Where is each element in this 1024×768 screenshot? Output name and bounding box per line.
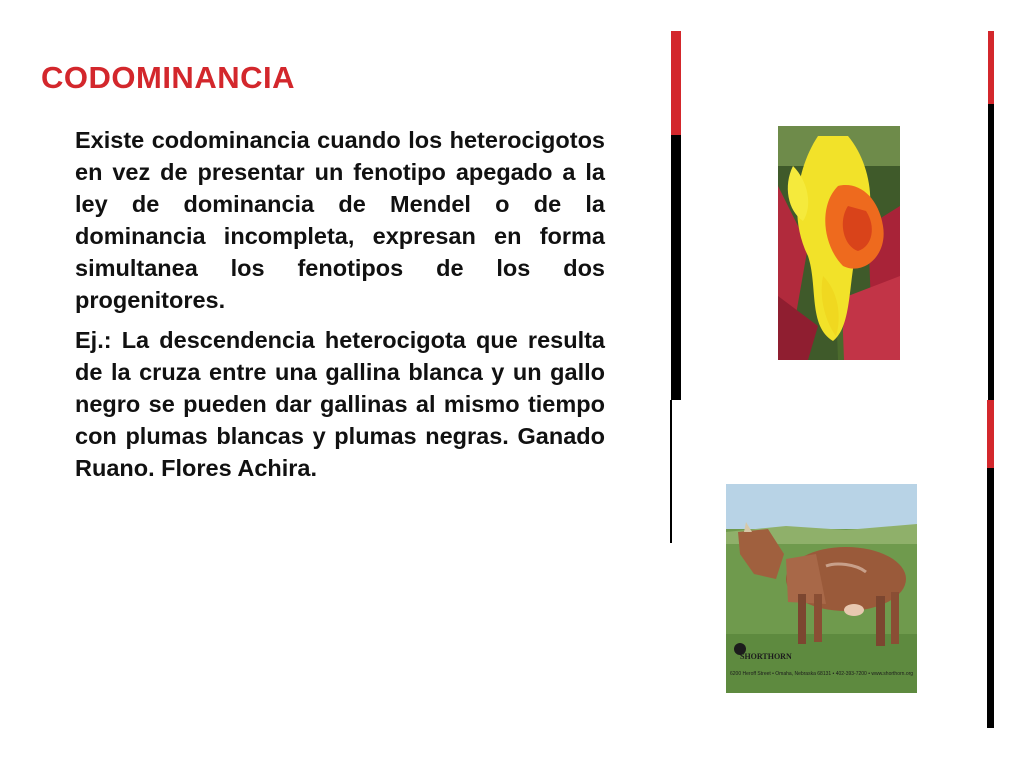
roan-cow-photo — [726, 484, 917, 693]
accent-bar-right-red-top — [988, 31, 994, 104]
slide-body — [75, 124, 605, 492]
cow-image-icon — [726, 484, 917, 693]
accent-bar-left-red — [671, 31, 681, 135]
example-paragraph: Ej.: La descendencia heterocigota que resulta de la cruza entre una gallina blanca y un gallo negro se pueden dar gallinas al mismo tiempo con plumas blancas y plumas negras. Ganado Ruano. Flores Achira. — [75, 327, 605, 481]
slide-title: CODOMINANCIA — [41, 60, 295, 95]
cow-caption: 6200 Heroff Street • Omaha, Nebraska 68131 • 402-393-7200 • www.shorthorn.org — [730, 671, 914, 677]
achira-flower-photo — [778, 126, 900, 360]
definition-paragraph: Existe codominancia cuando los heterocigotos en vez de presentar un fenotipo apegado a la ley de dominancia de Mendel o de la dominancia incompleta, expresan en forma simultanea los fenotipos de los dos progenitores. — [75, 127, 605, 313]
shorthorn-logo-text: SHORTHORN — [740, 652, 792, 661]
accent-bar-right-black-top — [988, 104, 994, 400]
accent-bar-right-black-low — [987, 468, 994, 728]
accent-bar-left-thin — [670, 400, 672, 543]
accent-bar-right-red-mid — [987, 400, 994, 468]
accent-bar-left-black — [671, 135, 681, 400]
flower-image-icon — [778, 126, 900, 360]
